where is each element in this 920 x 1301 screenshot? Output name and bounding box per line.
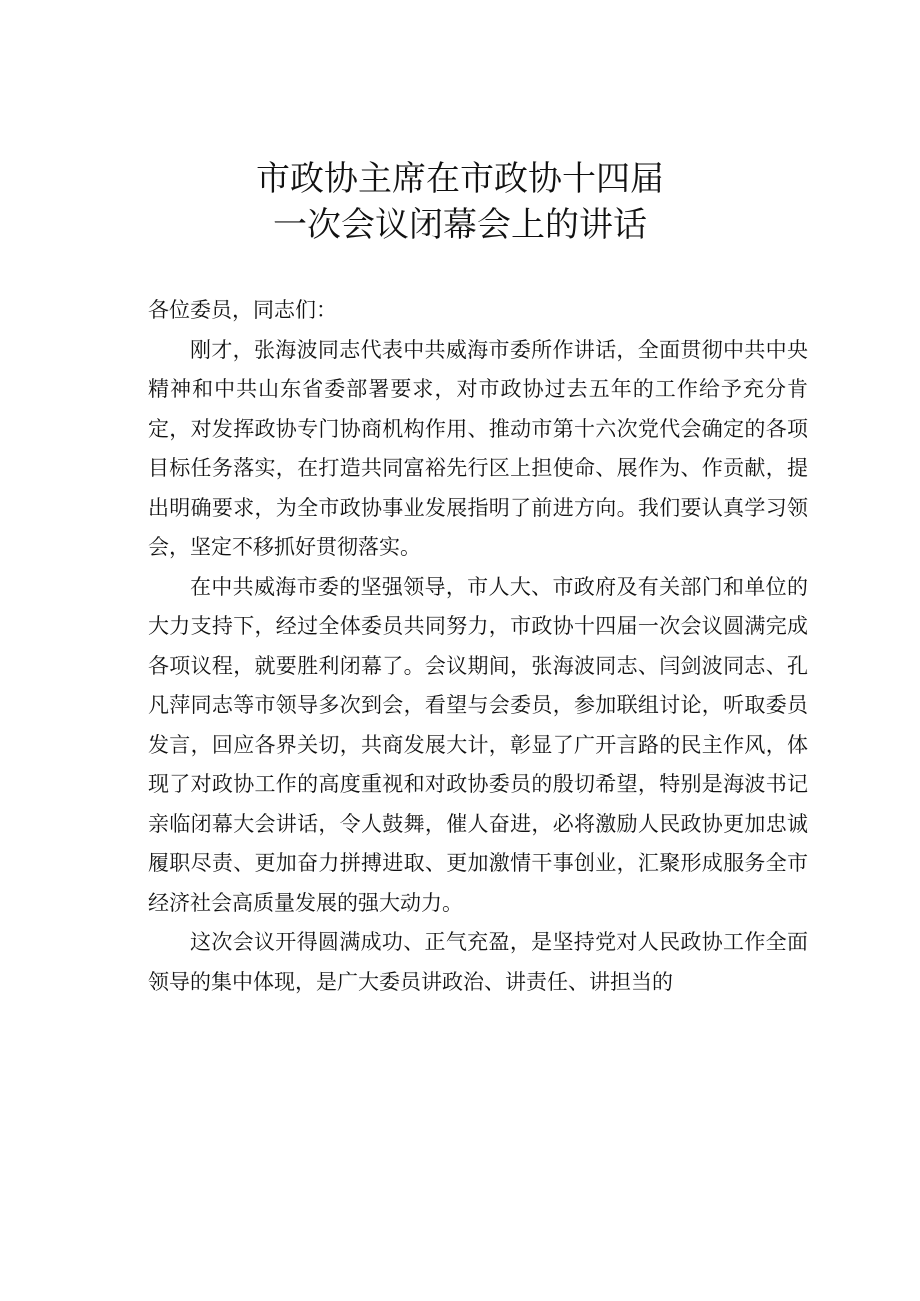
paragraph-2: 在中共威海市委的坚强领导，市人大、市政府及有关部门和单位的大力支持下，经过全体委员共同努力，市政协十四届一次会议圆满完成各项议程，就要胜利闭幕了。会议期间，张海波同志、闫剑波同志、孔凡萍同志等市领导多次到会，看望与会委员，参加联组讨论，听取委员发言，回应各界关切，共商发展大计，彰显了广开言路的民主作风，体现了对政协工作的高度重视和对政协委员的殷切希望，特别是海波书记亲临闭幕大会讲话，令人鼓舞，催人奋进，必将激励人民政协更加忠诚履职尽责、更加奋力拼搏进取、更加激情干事创业，汇聚形成服务全市经济社会高质量发展的强大动力。 bbox=[148, 574, 808, 915]
title-line-1: 市政协主席在市政协十四届 bbox=[256, 159, 664, 199]
paragraph-1: 刚才，张海波同志代表中共威海市委所作讲话，全面贯彻中共中央精神和中共山东省委部署要求，对市政协过去五年的工作给予充分肯定，对发挥政协专门协商机构作用、推动市第十六次党代会确定的各项目标任务落实，在打造共同富裕先行区上担使命、展作为、作贡献，提出明确要求，为全市政协事业发展指明了前进方向。我们要认真学习领会，坚定不移抓好贯彻落实。 bbox=[148, 337, 808, 559]
paragraph-3: 这次会议开得圆满成功、正气充盈，是坚持党对人民政协工作全面领导的集中体现，是广大委员讲政治、讲责任、讲担当的 bbox=[148, 930, 808, 994]
title-line-2: 一次会议闭幕会上的讲话 bbox=[273, 205, 647, 245]
document-title bbox=[0, 156, 920, 248]
salutation: 各位委员，同志们： bbox=[148, 298, 337, 322]
document-body bbox=[148, 291, 808, 1002]
